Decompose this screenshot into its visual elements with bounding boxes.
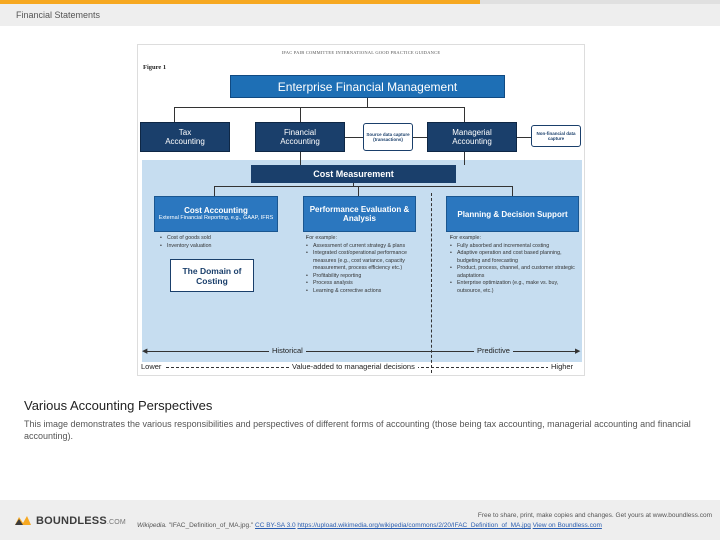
box-line: Accounting — [280, 137, 320, 146]
source-data-callout: Source data capture (transactions) — [363, 123, 413, 151]
box-line: Accounting — [452, 137, 492, 146]
arrow-left-icon: ◀ — [142, 348, 148, 355]
box-title: Planning & Decision Support — [457, 209, 568, 219]
connector-line — [300, 107, 301, 122]
non-financial-callout: Non-financial data capture — [531, 125, 581, 147]
arrow-right-icon: ▶ — [575, 348, 581, 355]
boundless-logo[interactable] — [14, 514, 126, 528]
connector-line — [214, 186, 215, 196]
list-item: • Inventory valuation — [160, 243, 270, 251]
historical-predictive-divider — [431, 193, 432, 373]
connector-line — [300, 152, 301, 165]
connector-line — [464, 107, 465, 122]
figure-image — [137, 44, 585, 376]
connector-line — [512, 186, 513, 196]
list-item: • Product, process, channel, and customer strategic adaptations — [450, 265, 578, 280]
lower-label: Lower — [138, 362, 164, 371]
list-lead: • For example: — [306, 235, 426, 243]
list-item: • Adaptive operation and cost based planning, budgeting and forecasting — [450, 250, 578, 265]
boundless-logo-icon — [14, 514, 32, 528]
historical-label: Historical — [269, 346, 306, 355]
box-line: Tax — [178, 128, 192, 137]
footer-credit — [137, 522, 715, 529]
list-item: • Profitability reporting — [306, 273, 426, 281]
header-bar — [0, 4, 720, 26]
efm-title-box: Enterprise Financial Management — [230, 75, 505, 98]
financial-accounting-box — [255, 122, 345, 152]
list-item: • Cost of goods sold — [160, 235, 270, 243]
figure-top-caption: IFAC PAIB COMMITTEE INTERNATIONAL GOOD PRACTICE GUIDANCE — [281, 50, 441, 55]
connector-line — [464, 152, 465, 165]
performance-list — [306, 235, 426, 295]
header-title: Financial Statements — [16, 10, 101, 20]
list-item: • Assessment of current strategy & plans — [306, 243, 426, 251]
list-item: • Integrated cost/operational performance measures (e.g., cost variance, capacity measurement, process efficiency etc.) — [306, 250, 426, 273]
managerial-accounting-box — [427, 122, 517, 152]
box-line: Accounting — [165, 137, 205, 146]
cost-accounting-box — [154, 196, 278, 232]
credit-source: Wikipedia. — [137, 522, 167, 529]
box-line: Managerial — [452, 128, 492, 137]
logo-word: BOUNDLESS — [36, 515, 107, 527]
connector-line — [353, 183, 354, 186]
list-item: • Learning & corrective actions — [306, 288, 426, 296]
figure-label: Figure 1 — [143, 64, 167, 71]
connector-line — [174, 107, 175, 122]
footer-license-note: Free to share, print, make copies and changes. Get yours at www.boundless.com — [477, 512, 712, 519]
domain-of-costing-box: The Domain of Costing — [170, 259, 254, 292]
view-on-boundless-link[interactable]: View on Boundless.com — [532, 522, 602, 529]
box-line: Financial — [283, 128, 316, 137]
predictive-label: Predictive — [474, 346, 513, 355]
list-lead: • For example: — [450, 235, 578, 243]
timeline-arrow-line — [146, 351, 578, 352]
logo-wordmark — [36, 515, 126, 527]
caption-title: Various Accounting Perspectives — [24, 398, 213, 413]
connector-line — [345, 137, 363, 138]
connector-line — [413, 137, 427, 138]
image-url-link[interactable]: https://upload.wikimedia.org/wikipedia/commons/2/20/IFAC_Definition_of_MA.jpg — [297, 522, 531, 529]
box-title: Performance Evaluation & Analysis — [309, 205, 410, 223]
license-link[interactable]: CC BY-SA 3.0 — [255, 522, 296, 529]
tax-accounting-box — [140, 122, 230, 152]
planning-list — [450, 235, 578, 295]
connector-line — [367, 98, 368, 107]
connector-line — [214, 186, 512, 187]
value-added-label: Value-added to managerial decisions — [289, 362, 418, 371]
performance-evaluation-box — [303, 196, 416, 232]
list-item: • Enterprise optimization (e.g., make vs. buy, outsource, etc.) — [450, 280, 578, 295]
box-subtitle: External Financial Reporting, e.g., GAAP, IFRS — [158, 215, 274, 222]
caption-description: This image demonstrates the various responsibilities and perspectives of different forms of accounting (those being tax accounting, managerial accounting and financial accounting). — [24, 419, 691, 441]
logo-suffix: .COM — [106, 519, 126, 526]
connector-line — [517, 137, 531, 138]
list-item: • Process analysis — [306, 280, 426, 288]
higher-label: Higher — [548, 362, 576, 371]
connector-line — [358, 186, 359, 196]
credit-title: "IFAC_Definition_of_MA.jpg." — [166, 522, 256, 529]
planning-decision-box — [446, 196, 579, 232]
list-item: • Fully absorbed and incremental costing — [450, 243, 578, 251]
connector-line — [174, 107, 464, 108]
box-title: Cost Accounting — [184, 206, 248, 216]
footer — [0, 500, 720, 540]
cost-accounting-list — [160, 235, 270, 250]
cost-measurement-box: Cost Measurement — [251, 165, 456, 183]
